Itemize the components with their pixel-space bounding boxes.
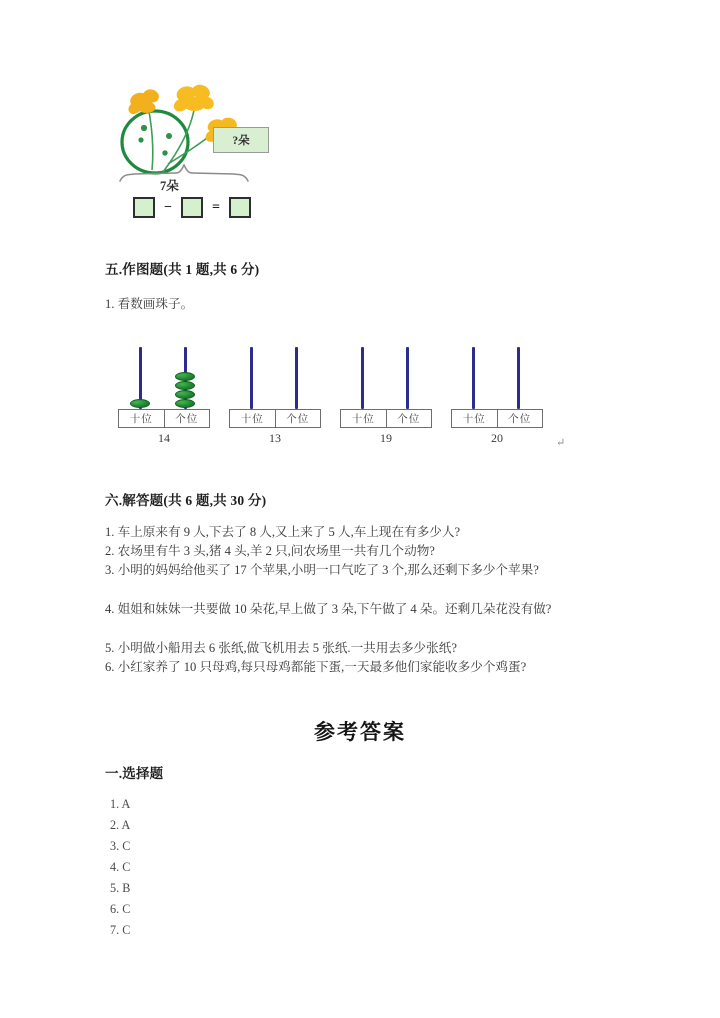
word-problem-5: 5. 小明做小船用去 6 张纸,做飞机用去 5 张纸.一共用去多少张纸? (105, 641, 457, 655)
abacus-3-tens-rod (361, 347, 364, 409)
answer-item-5: 5. B (110, 881, 131, 895)
abacus-4-base (451, 409, 543, 428)
equation-box-1[interactable] (133, 197, 155, 218)
equation-box-3[interactable] (229, 197, 251, 218)
abacus-3-ones-label: 个位 (386, 410, 432, 427)
abacus-1-ones-bead-4 (175, 372, 195, 381)
abacus-2[interactable] (229, 343, 321, 453)
abacus-1-tens-bead-1 (130, 399, 150, 408)
abacus-2-ones-rod (295, 347, 298, 409)
equals-sign: = (211, 199, 220, 215)
abacus-1-base (118, 409, 210, 428)
answer-key-title: 参考答案 (314, 720, 406, 744)
abacus-1-ones-bead-3 (175, 381, 195, 390)
drawing-question-1: 1. 看数画珠子。 (105, 297, 194, 311)
abacus-1-ones-bead-2 (175, 390, 195, 399)
abacus-1-ones-label: 个位 (164, 410, 210, 427)
abacus-1-ones-bead-1 (175, 399, 195, 408)
word-problem-1: 1. 车上原来有 9 人,下去了 8 人,又上来了 5 人,车上现在有多少人? (105, 525, 461, 539)
abacus-2-base (229, 409, 321, 428)
abacus-2-number: 13 (269, 431, 281, 445)
abacus-4-tens-rod (472, 347, 475, 409)
answer-item-7: 7. C (110, 923, 131, 937)
answer-item-4: 4. C (110, 860, 131, 874)
answer-item-3: 3. C (110, 839, 131, 853)
abacus-4-tens-label: 十位 (462, 414, 486, 425)
answer-key-section-heading: 一.选择题 (105, 766, 164, 781)
abacus-3-base (340, 409, 432, 428)
abacus-4-ones-label: 个位 (497, 410, 543, 427)
answer-item-1: 1. A (110, 797, 131, 811)
abacus-1[interactable] (118, 343, 210, 453)
section-heading-drawing: 五.作图题(共 1 题,共 6 分) (105, 262, 260, 277)
abacus-1-number: 14 (158, 431, 170, 445)
word-problem-4: 4. 姐姐和妹妹一共要做 10 朵花,早上做了 3 朵,下午做了 4 朵。还剩几朵花没有做? (105, 602, 552, 616)
answer-item-6: 6. C (110, 902, 131, 916)
equation-row (133, 197, 251, 218)
abacus-2-ones-label: 个位 (275, 410, 321, 427)
abacus-1-tens-label: 十位 (129, 414, 153, 425)
minus-sign: − (164, 199, 172, 215)
word-problem-3: 3. 小明的妈妈给他买了 17 个苹果,小明一口气吃了 3 个,那么还剩下多少个苹果? (105, 563, 539, 577)
question-quantity-label: ?朵 (232, 135, 250, 147)
question-quantity-box (213, 127, 269, 153)
abacus-3-tens-label: 十位 (351, 414, 375, 425)
abacus-4-ones-rod (517, 347, 520, 409)
abacus-4-number: 20 (491, 431, 503, 445)
section-heading-word-problems: 六.解答题(共 6 题,共 30 分) (105, 493, 267, 508)
abacus-4[interactable] (451, 343, 543, 453)
abacus-2-tens-rod (250, 347, 253, 409)
word-problem-2: 2. 农场里有牛 3 头,猪 4 头,羊 2 只,问农场里一共有几个动物? (105, 544, 435, 558)
abacus-3-ones-rod (406, 347, 409, 409)
word-problem-6: 6. 小红家养了 10 只母鸡,每只母鸡都能下蛋,一天最多他们家能收多少个鸡蛋? (105, 660, 527, 674)
paragraph-mark-icon: ↵ (556, 437, 566, 449)
answer-item-2: 2. A (110, 818, 131, 832)
abacus-2-tens-label: 十位 (240, 414, 264, 425)
brace-total-label: 7朵 (160, 179, 179, 193)
equation-box-2[interactable] (181, 197, 203, 218)
abacus-3-number: 19 (380, 431, 392, 445)
abacus-3[interactable] (340, 343, 432, 453)
